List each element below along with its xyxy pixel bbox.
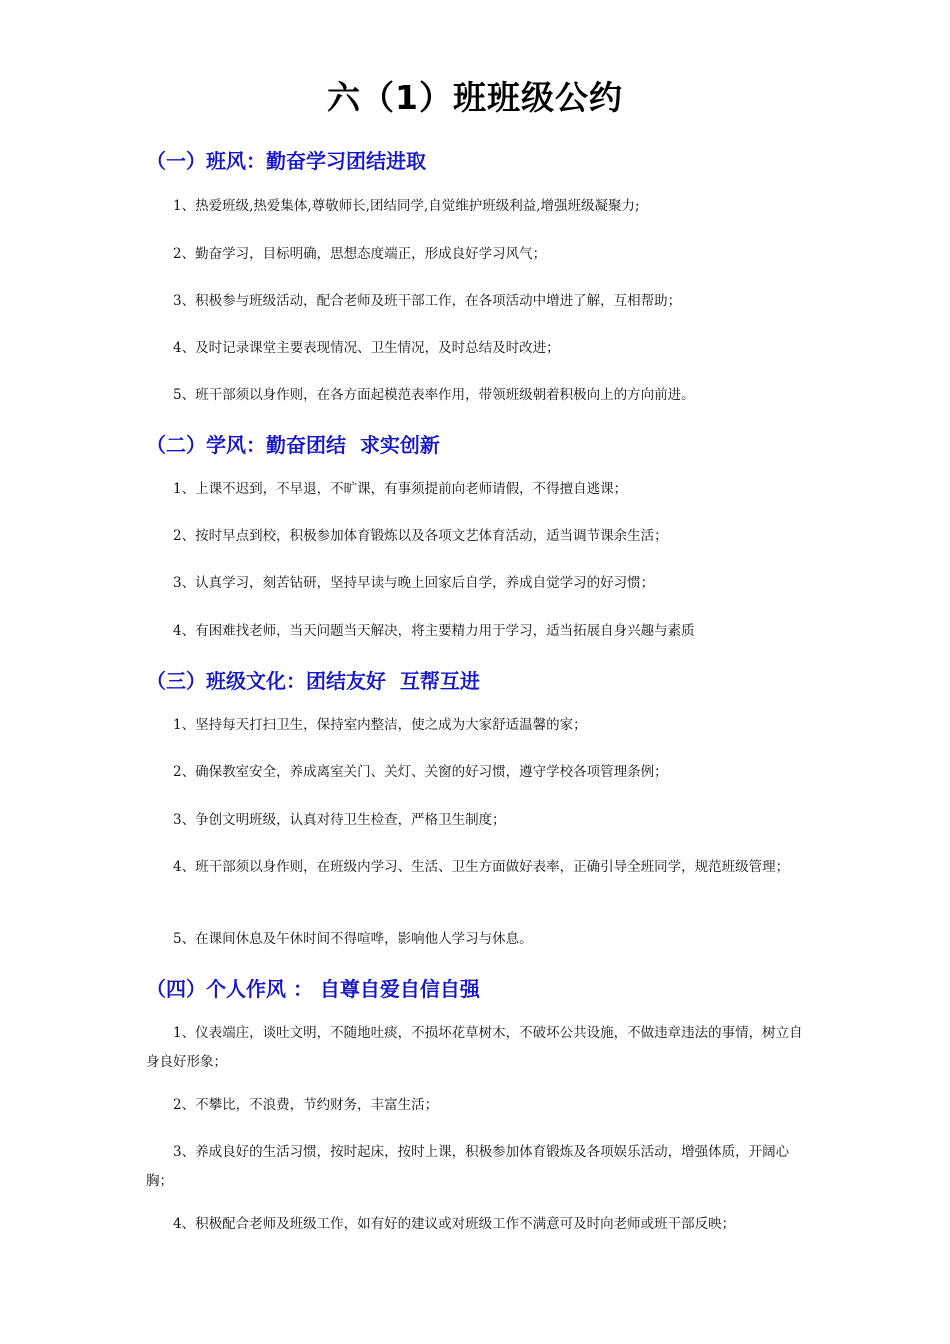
section-4-item-4: 4、积极配合老师及班级工作，如有好的建议或对班级工作不满意可及时向老师或班干部反映； — [173, 1216, 736, 1232]
section-4-item-1: 1、仪表端庄，谈吐文明，不随地吐痰，不损坏花草树木，不破坏公共设施，不做违章违法的事情，树立自身良好形象； — [146, 1025, 803, 1070]
section-4-item-3: 3、养成良好的生活习惯，按时起床，按时上课，积极参加体育锻炼及各项娱乐活动，增强体质，开阔心胸； — [146, 1144, 790, 1189]
section-2-item-1: 1、上课不迟到，不早退，不旷课，有事须提前向老师请假，不得擅自逃课； — [173, 481, 628, 497]
section-heading-4: （四）个人作风 ： 自尊自爱自信自强 — [146, 977, 480, 1001]
section-heading-2: （二）学风：勤奋团结 求实创新 — [146, 433, 440, 457]
section-1-item-2: 2、勤奋学习，目标明确，思想态度端正，形成良好学习风气； — [173, 246, 547, 262]
section-2-item-2: 2、按时早点到校，积极参加体育锻炼以及各项文艺体育活动，适当调节课余生活； — [173, 528, 668, 544]
section-3-item-2: 2、确保教室安全，养成离室关门、关灯、关窗的好习惯，遵守学校各项管理条例； — [173, 764, 668, 780]
section-1-item-5: 5、班干部须以身作则，在各方面起模范表率作用，带领班级朝着积极向上的方向前进。 — [173, 387, 695, 403]
section-1-item-3: 3、积极参与班级活动，配合老师及班干部工作，在各项活动中增进了解，互相帮助； — [173, 293, 682, 309]
section-3-item-3: 3、争创文明班级，认真对待卫生检查，严格卫生制度； — [173, 812, 506, 828]
document-title: 六（1）班班级公约 — [327, 78, 623, 117]
section-2-item-3: 3、认真学习，刻苦钻研，坚持早读与晚上回家后自学，养成自觉学习的好习惯； — [173, 575, 655, 591]
section-1-item-1: 1、热爱班级,热爱集体,尊敬师长,团结同学,自觉维护班级利益,增强班级凝聚力; — [173, 198, 640, 214]
section-heading-3: （三）班级文化：团结友好 互帮互进 — [146, 669, 480, 693]
section-4-item-2: 2、不攀比，不浪费，节约财务，丰富生活； — [173, 1097, 439, 1113]
section-3-item-4: 4、班干部须以身作则，在班级内学习、生活、卫生方面做好表率，正确引导全班同学，规范班级管理； — [173, 859, 790, 875]
section-3-item-5: 5、在课间休息及午休时间不得喧哗，影响他人学习与休息。 — [173, 931, 533, 947]
section-heading-1: （一）班风：勤奋学习团结进取 — [146, 149, 426, 173]
section-2-item-4: 4、有困难找老师，当天问题当天解决，将主要精力用于学习，适当拓展自身兴趣与素质 — [173, 623, 695, 639]
section-1-item-4: 4、及时记录课堂主要表现情况、卫生情况，及时总结及时改进； — [173, 340, 560, 356]
section-3-item-1: 1、坚持每天打扫卫生，保持室内整洁，使之成为大家舒适温馨的家； — [173, 717, 587, 733]
